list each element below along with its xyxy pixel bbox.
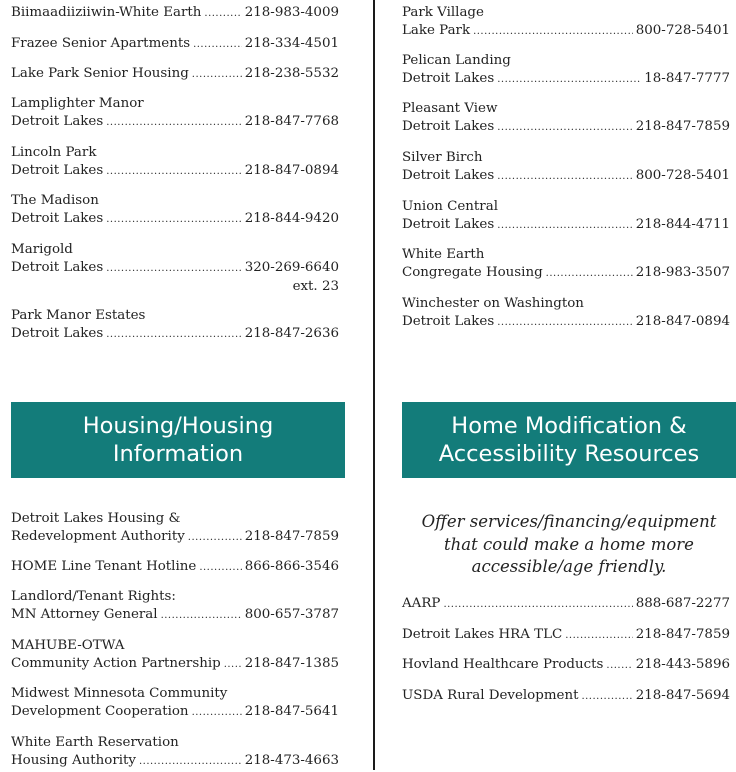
phone-number: 866-866-3546: [244, 559, 339, 574]
dot-leader: [443, 595, 632, 614]
directory-entry: [402, 100, 730, 137]
intro-line: that could make a home more: [444, 534, 694, 554]
directory-entry: [11, 307, 339, 344]
entry-line: [402, 22, 730, 41]
directory-entry: [402, 626, 730, 645]
entry-name: Frazee Senior Apartments: [11, 36, 191, 51]
phone-number: 218-847-2636: [244, 326, 339, 341]
entry-line: [11, 4, 339, 23]
directory-entry: [402, 246, 730, 283]
entry-line: [11, 65, 339, 84]
banner-line: Home Modification &: [451, 413, 687, 439]
home-modification-banner: [402, 402, 736, 478]
entry-line: [402, 167, 730, 186]
intro-line: Offer services/financing/equipment: [421, 512, 717, 531]
dot-leader: [139, 752, 242, 771]
dot-leader: [497, 313, 633, 332]
entry-name: The Madison: [11, 193, 99, 208]
entry-name: Congregate Housing: [402, 265, 543, 280]
directory-entry: [11, 241, 339, 296]
entry-line: [11, 637, 339, 655]
entry-name: Park Manor Estates: [11, 308, 146, 323]
entry-name: USDA Rural Development: [402, 688, 579, 703]
entry-name: MAHUBE-OTWA: [11, 638, 125, 653]
entry-line: [11, 307, 339, 325]
directory-entry: [11, 95, 339, 132]
entry-name: Detroit Lakes: [402, 71, 495, 86]
dot-leader: [193, 35, 242, 54]
phone-number: 218-983-3507: [635, 265, 730, 280]
entry-line: [402, 246, 730, 264]
entry-name: Lamplighter Manor: [11, 96, 144, 111]
dot-leader: [565, 626, 633, 645]
entry-line: [402, 313, 730, 332]
column-divider: [373, 0, 375, 770]
entry-line: [11, 655, 339, 674]
entry-name: Silver Birch: [402, 150, 483, 165]
dot-leader: [199, 558, 241, 577]
phone-number: 218-473-4663: [244, 753, 339, 768]
phone-number: 800-657-3787: [244, 607, 339, 622]
phone-number: 800-728-5401: [635, 168, 730, 183]
entry-line: [402, 118, 730, 137]
banner-line: Information: [112, 441, 244, 467]
phone-number: 218-847-7859: [635, 627, 730, 642]
entry-line: [11, 703, 339, 722]
entry-name: Park Village: [402, 5, 484, 20]
dot-leader: [188, 528, 242, 547]
entry-name: Lincoln Park: [11, 145, 97, 160]
entry-line: [11, 606, 339, 625]
directory-entry: [11, 637, 339, 674]
entry-name: Detroit Lakes: [11, 211, 104, 226]
entry-line: [402, 4, 730, 22]
dot-leader: [192, 703, 242, 722]
directory-entry: [11, 588, 339, 625]
dot-leader: [106, 113, 242, 132]
directory-entry: [11, 192, 339, 229]
phone-number: 218-847-1385: [244, 656, 339, 671]
entry-line: [402, 52, 730, 70]
phone-number: 218-983-4009: [244, 5, 339, 20]
phone-number: 218-847-7768: [244, 114, 339, 129]
dot-leader: [497, 70, 641, 89]
directory-entry: [11, 65, 339, 84]
entry-name: Detroit Lakes: [402, 119, 495, 134]
dot-leader: [106, 162, 242, 181]
dot-leader: [106, 210, 242, 229]
entry-line: [402, 198, 730, 216]
entry-name: Detroit Lakes: [402, 217, 495, 232]
directory-entry: [402, 198, 730, 235]
directory-entry: [11, 144, 339, 181]
entry-name: Marigold: [11, 242, 73, 257]
intro-line: accessible/age friendly.: [471, 557, 667, 576]
entry-name: Lake Park: [402, 23, 471, 38]
entry-line: [11, 325, 339, 344]
entry-line: [11, 685, 339, 703]
entry-name: Winchester on Washington: [402, 296, 584, 311]
entry-name: Detroit Lakes HRA TLC: [402, 627, 563, 642]
directory-entry: [11, 558, 339, 577]
phone-number: 218-334-4501: [244, 36, 339, 51]
entry-line: [11, 144, 339, 162]
dot-leader: [581, 687, 632, 706]
directory-entry: [11, 685, 339, 722]
phone-number: 218-844-4711: [635, 217, 730, 232]
entry-line: [402, 100, 730, 118]
directory-entry: [402, 4, 730, 41]
entry-name: Pelican Landing: [402, 53, 511, 68]
dot-leader: [204, 4, 241, 23]
dot-leader: [106, 325, 242, 344]
directory-entry: [402, 687, 730, 706]
dot-leader: [606, 656, 632, 675]
entry-name: Biimaadiiziiwin-White Earth: [11, 5, 202, 20]
entry-line: [402, 70, 730, 89]
phone-number: 218-443-5896: [635, 657, 730, 672]
phone-number: 218-847-0894: [635, 314, 730, 329]
dot-leader: [546, 264, 633, 283]
entry-name: Detroit Lakes: [402, 314, 495, 329]
phone-number: 800-728-5401: [635, 23, 730, 38]
dot-leader: [473, 22, 633, 41]
phone-number: 218-844-9420: [244, 211, 339, 226]
entry-name: MN Attorney General: [11, 607, 158, 622]
entry-line: [11, 113, 339, 132]
phone-number: 218-238-5532: [244, 66, 339, 81]
entry-line: [402, 687, 730, 706]
entry-line: [402, 595, 730, 614]
dot-leader: [192, 65, 242, 84]
entry-line: [11, 162, 339, 181]
entry-name: Detroit Lakes: [11, 163, 104, 178]
home-modification-intro: [402, 511, 736, 579]
entry-name: AARP: [402, 596, 441, 611]
directory-entry: [11, 35, 339, 54]
entry-name: Detroit Lakes: [11, 260, 104, 275]
directory-entry: [402, 295, 730, 332]
directory-entry: [402, 656, 730, 675]
phone-number: 320-269-6640: [244, 260, 339, 275]
directory-entry: [11, 510, 339, 547]
entry-name: Detroit Lakes: [11, 326, 104, 341]
entry-name: White Earth Reservation: [11, 735, 179, 750]
entry-name: Pleasant View: [402, 101, 498, 116]
entry-name: Housing Authority: [11, 753, 136, 768]
directory-entry: [11, 734, 339, 771]
phone-number: 888-687-2277: [635, 596, 730, 611]
dot-leader: [161, 606, 242, 625]
entry-name: White Earth: [402, 247, 485, 262]
entry-name: Hovland Healthcare Products: [402, 657, 604, 672]
entry-line: [11, 752, 339, 771]
entry-name: Detroit Lakes: [11, 114, 104, 129]
directory-entry: [11, 4, 339, 23]
entry-name: HOME Line Tenant Hotline: [11, 559, 197, 574]
phone-number: 218-847-5694: [635, 688, 730, 703]
entry-name: Union Central: [402, 199, 498, 214]
entry-name: Detroit Lakes: [402, 168, 495, 183]
phone-extension: ext. 23: [292, 279, 339, 294]
entry-line: [11, 528, 339, 547]
entry-name: Lake Park Senior Housing: [11, 66, 189, 81]
entry-line: [11, 734, 339, 752]
entry-line: [402, 149, 730, 167]
entry-line: [11, 210, 339, 229]
dot-leader: [497, 167, 633, 186]
entry-name: Redevelopment Authority: [11, 529, 185, 544]
phone-number: 18-847-7777: [644, 71, 730, 86]
entry-name: Landlord/Tenant Rights:: [11, 589, 176, 604]
phone-number: 218-847-5641: [244, 704, 339, 719]
entry-name: Community Action Partnership: [11, 656, 221, 671]
entry-line: [11, 192, 339, 210]
dot-leader: [497, 118, 633, 137]
dot-leader: [224, 655, 242, 674]
entry-name: Detroit Lakes Housing &: [11, 511, 181, 526]
housing-information-banner: [11, 402, 345, 478]
entry-line: [11, 241, 339, 259]
directory-entry: [402, 595, 730, 614]
phone-number: 218-847-0894: [244, 163, 339, 178]
entry-name: Development Cooperation: [11, 704, 189, 719]
entry-line: [11, 35, 339, 54]
entry-line: [11, 95, 339, 113]
dot-leader: [106, 259, 242, 278]
entry-line: [11, 259, 339, 278]
entry-line: [402, 264, 730, 283]
entry-line: [402, 295, 730, 313]
directory-entry: [402, 52, 730, 89]
phone-number: 218-847-7859: [635, 119, 730, 134]
entry-line: [402, 656, 730, 675]
dot-leader: [497, 216, 633, 235]
entry-line: [11, 588, 339, 606]
banner-line: Accessibility Resources: [438, 441, 700, 467]
entry-line: [402, 626, 730, 645]
entry-line: [11, 558, 339, 577]
directory-entry: [402, 149, 730, 186]
banner-line: Housing/Housing: [82, 413, 274, 439]
entry-name: Midwest Minnesota Community: [11, 686, 228, 701]
entry-line: [402, 216, 730, 235]
entry-line: [11, 510, 339, 528]
phone-number: 218-847-7859: [244, 529, 339, 544]
